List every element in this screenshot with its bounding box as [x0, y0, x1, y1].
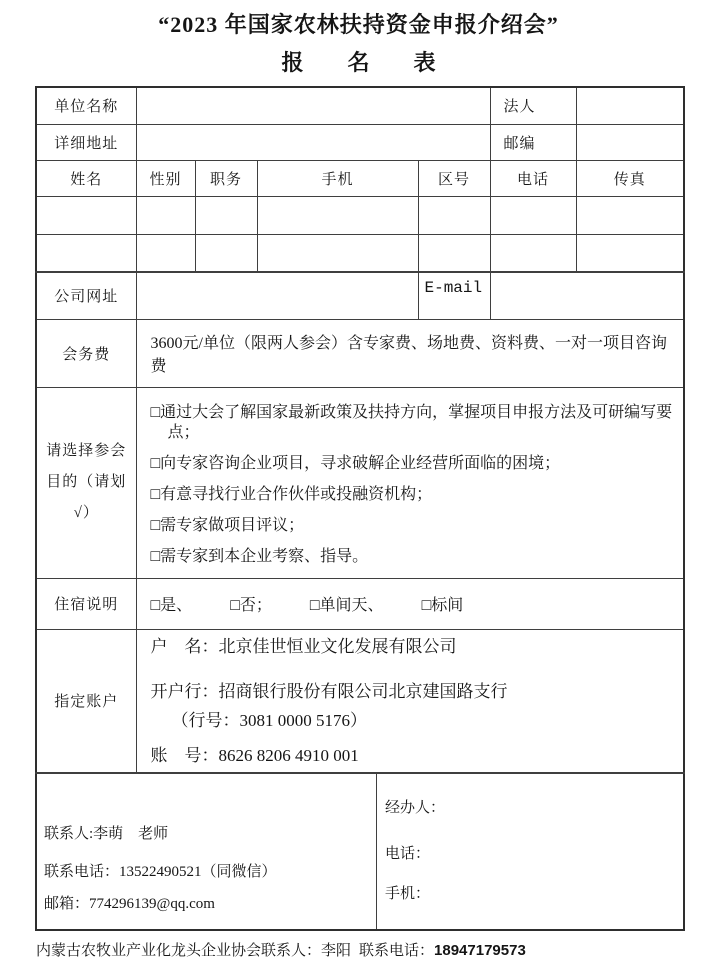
table-row [36, 272, 684, 319]
attendee-header-row [36, 160, 684, 196]
postal-code-field[interactable] [576, 124, 684, 160]
table-row [36, 629, 684, 773]
footer-contact-line [36, 939, 717, 960]
table-row [36, 578, 684, 629]
checkbox-icon[interactable]: □ [230, 597, 240, 614]
attendee-field[interactable] [418, 196, 490, 234]
footer-phone-number: 18947179573 [434, 942, 526, 959]
attendee-field[interactable] [36, 196, 136, 234]
checkbox-icon[interactable]: □ [150, 403, 161, 421]
handler-name-line: 经办人： [385, 800, 446, 816]
purpose-option[interactable]: □需专家到本企业考察、指导。 [150, 547, 369, 565]
legal-person-field[interactable] [576, 87, 684, 124]
attendee-field[interactable] [136, 234, 195, 272]
website-label: 公司网址 [36, 272, 136, 319]
organizer-contact-block [37, 774, 377, 929]
registration-table [35, 86, 685, 931]
attendee-field[interactable] [418, 234, 490, 272]
checkbox-icon[interactable]: □ [150, 485, 161, 503]
table-row [36, 124, 684, 160]
attendee-header-name: 姓名 [36, 160, 136, 196]
handler-mobile-line: 手机： [385, 886, 431, 902]
address-label: 详细地址 [36, 124, 136, 160]
checkbox-icon[interactable]: □ [150, 547, 161, 565]
purpose-option[interactable]: □需专家做项目评议； [150, 516, 305, 534]
attendee-field[interactable] [576, 234, 684, 272]
attendee-field[interactable] [36, 234, 136, 272]
contact-phone-line: 联系电话：13522490521（同微信） [44, 864, 277, 880]
form-title: 报 名 表 [281, 50, 436, 75]
fee-text: 3600元/单位（限两人参会）含专家费、场地费、资料费、一对一项目咨询费 [136, 319, 684, 387]
accommodation-option-no[interactable]: □否； [230, 597, 272, 614]
attendee-header-area-code: 区号 [418, 160, 490, 196]
attendee-header-position: 职务 [195, 160, 257, 196]
footer-phone-label: 联系电话： [359, 943, 435, 959]
attendee-field[interactable] [257, 234, 418, 272]
attendee-field[interactable] [195, 234, 257, 272]
accommodation-option-standard-room[interactable]: □标间 [421, 597, 464, 614]
accommodation-option-yes[interactable]: □是、 [150, 597, 193, 614]
handler-block [377, 774, 683, 929]
page-title: “2023 年国家农林扶持资金申报介绍会” [158, 12, 559, 37]
contact-section [36, 773, 684, 930]
purpose-option[interactable]: □有意寻找行业合作伙伴或投融资机构； [150, 485, 433, 503]
accommodation-options [136, 578, 684, 629]
checkbox-icon[interactable]: □ [150, 454, 161, 472]
address-field[interactable] [136, 124, 490, 160]
attendee-field[interactable] [257, 196, 418, 234]
purpose-option[interactable]: □向专家咨询企业项目，寻求破解企业经营所面临的困境； [150, 454, 561, 472]
handler-phone-line: 电话： [385, 846, 431, 862]
purpose-options [136, 387, 684, 578]
attendee-header-fax: 传真 [576, 160, 684, 196]
postal-code-label: 邮编 [490, 124, 576, 160]
attendee-field[interactable] [576, 196, 684, 234]
purpose-label: 请选择参会 目的（请划 √） [36, 387, 136, 578]
bank-code-line: （行号：3081 0000 5176） [171, 711, 367, 731]
attendee-header-gender: 性别 [136, 160, 195, 196]
bank-name-line: 开户行：招商银行股份有限公司北京建国路支行 [150, 682, 508, 702]
account-details [136, 629, 684, 773]
account-number-line: 账 号：8626 8206 4910 001 [150, 746, 359, 766]
attendee-field[interactable] [490, 234, 576, 272]
account-label: 指定账户 [36, 629, 136, 773]
email-field[interactable] [490, 272, 684, 319]
contact-email-line: 邮箱：774296139@qq.com [44, 896, 215, 912]
attendee-row [36, 234, 684, 272]
attendee-header-mobile: 手机 [257, 160, 418, 196]
attendee-field[interactable] [195, 196, 257, 234]
website-field[interactable] [136, 272, 418, 319]
email-label: E-mail [418, 272, 490, 319]
table-row [36, 773, 684, 930]
fee-label: 会务费 [36, 319, 136, 387]
attendee-row [36, 196, 684, 234]
attendee-field[interactable] [136, 196, 195, 234]
legal-person-label: 法人 [490, 87, 576, 124]
account-holder-line: 户 名：北京佳世恒业文化发展有限公司 [150, 637, 457, 657]
attendee-header-phone: 电话 [490, 160, 576, 196]
unit-name-field[interactable] [136, 87, 490, 124]
footer-contact-text: 内蒙古农牧业产业化龙头企业协会联系人：李阳 [36, 943, 352, 959]
table-row [36, 319, 684, 387]
attendee-field[interactable] [490, 196, 576, 234]
contact-name-line: 联系人:李萌 老师 [44, 826, 169, 842]
checkbox-icon[interactable]: □ [309, 597, 320, 614]
table-row [36, 387, 684, 578]
accommodation-option-single-room[interactable]: □单间天、 [309, 597, 384, 614]
unit-name-label: 单位名称 [36, 87, 136, 124]
checkbox-icon[interactable]: □ [421, 597, 432, 614]
table-row [36, 87, 684, 124]
purpose-option[interactable]: □通过大会了解国家最新政策及扶持方向，掌握项目申报方法及可研编写要点； [150, 403, 673, 441]
accommodation-label: 住宿说明 [36, 578, 136, 629]
checkbox-icon[interactable]: □ [150, 597, 161, 614]
checkbox-icon[interactable]: □ [150, 516, 161, 534]
